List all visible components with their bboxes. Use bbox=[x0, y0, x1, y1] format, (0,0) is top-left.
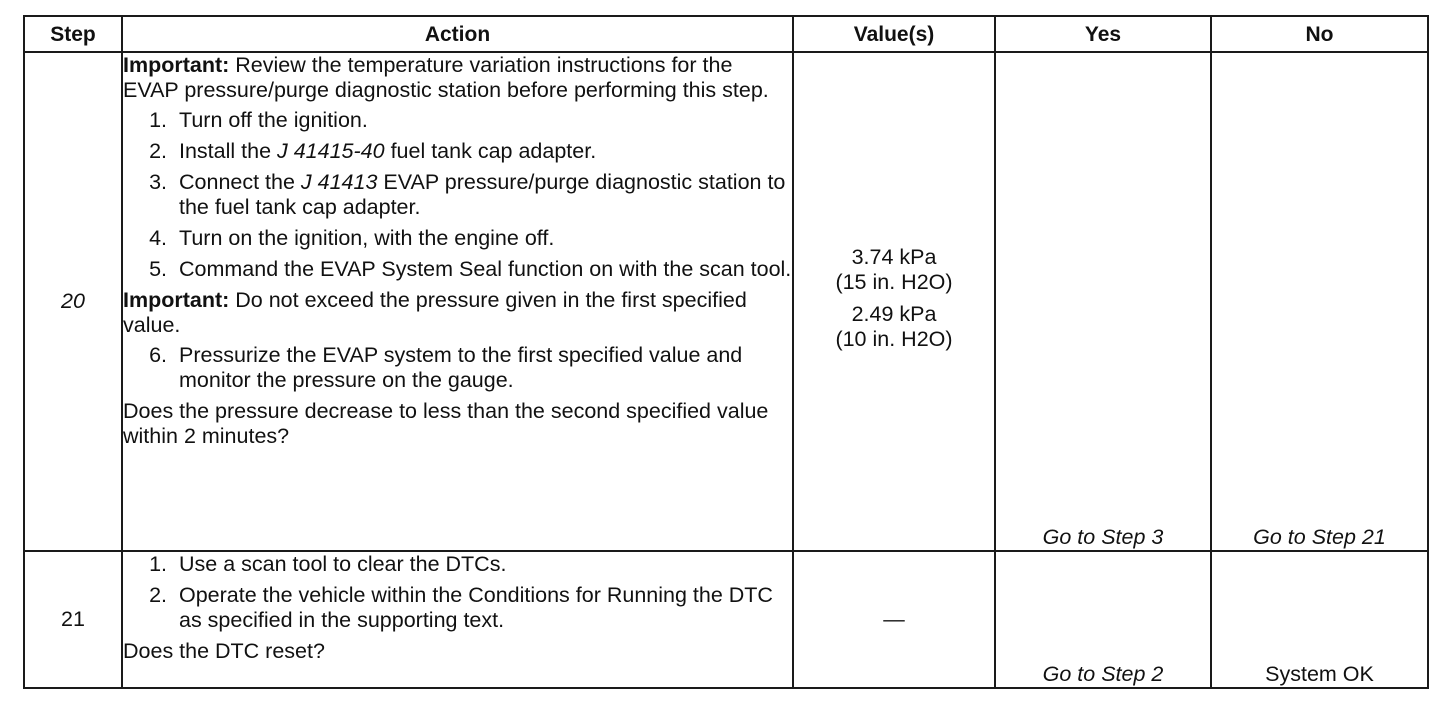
procedure-item: 5. Command the EVAP System Seal function on with the scan tool. bbox=[149, 257, 792, 281]
important-text: Review the temperature variation instructions for the EVAP pressure/purge diagnostic station before performing this step. bbox=[123, 53, 769, 102]
procedure-list bbox=[123, 108, 792, 282]
no-result: Go to Step 21 bbox=[1211, 52, 1428, 551]
values-cell bbox=[793, 52, 995, 551]
action-cell bbox=[122, 551, 793, 688]
important-note bbox=[123, 53, 792, 103]
header-step: Step bbox=[24, 16, 122, 52]
important-text: Do not exceed the pressure given in the first specified value. bbox=[123, 288, 747, 337]
procedure-item: 4. Turn on the ignition, with the engine off. bbox=[149, 226, 555, 250]
no-result: System OK bbox=[1211, 551, 1428, 688]
yes-result: Go to Step 2 bbox=[995, 551, 1211, 688]
important-label: Important: bbox=[123, 288, 230, 312]
procedure-item: 3. Connect the J 41413 EVAP pressure/purge diagnostic station to the fuel tank cap adapter. bbox=[149, 170, 786, 219]
step-number: 21 bbox=[24, 551, 122, 688]
procedure-list bbox=[123, 552, 792, 633]
header-action: Action bbox=[122, 16, 793, 52]
header-yes: Yes bbox=[995, 16, 1211, 52]
important-label: Important: bbox=[123, 53, 230, 77]
specified-value: 3.74 kPa (15 in. H2O) bbox=[835, 244, 953, 294]
procedure-item: 2. Operate the vehicle within the Conditions for Running the DTC as specified in the supporting text. bbox=[149, 583, 773, 632]
diagnostic-question: Does the DTC reset? bbox=[123, 639, 325, 663]
procedure-item: 1. Use a scan tool to clear the DTCs. bbox=[149, 552, 507, 576]
table-row-step-21 bbox=[24, 551, 1428, 688]
procedure-list bbox=[123, 343, 792, 393]
yes-result: Go to Step 3 bbox=[995, 52, 1211, 551]
diagnostic-table bbox=[23, 15, 1429, 689]
action-cell bbox=[122, 52, 793, 551]
procedure-item: 1. Turn off the ignition. bbox=[149, 108, 368, 132]
values-cell: — bbox=[793, 551, 995, 688]
specified-value: 2.49 kPa (10 in. H2O) bbox=[835, 301, 953, 351]
tool-reference: J 41415-40 bbox=[277, 139, 385, 163]
step-number: 20 bbox=[24, 52, 122, 551]
procedure-item: 6. Pressurize the EVAP system to the first specified value and monitor the pressure on the gauge. bbox=[149, 343, 743, 392]
diagnostic-question: Does the pressure decrease to less than the second specified value within 2 minutes? bbox=[123, 399, 769, 448]
procedure-item: 2. Install the J 41415-40 fuel tank cap adapter. bbox=[149, 139, 597, 163]
table-row-step-20 bbox=[24, 52, 1428, 551]
tool-reference: J 41413 bbox=[300, 170, 378, 194]
header-values: Value(s) bbox=[793, 16, 995, 52]
header-no: No bbox=[1211, 16, 1428, 52]
important-note bbox=[123, 288, 792, 338]
header-row bbox=[24, 16, 1428, 52]
